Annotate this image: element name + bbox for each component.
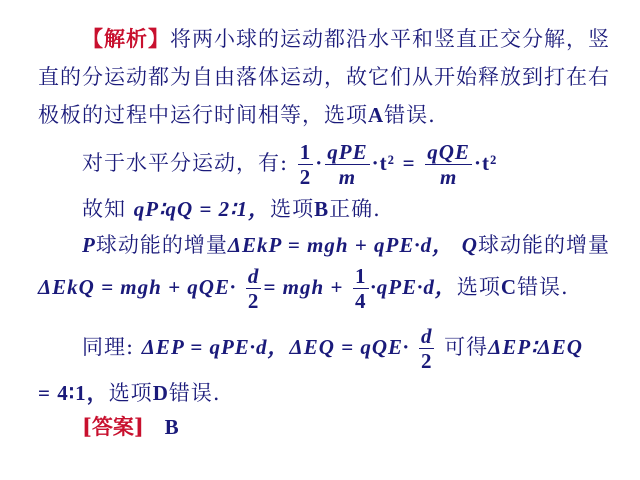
fraction-qqe-m: [425, 140, 472, 189]
kinetic-line-1: [82, 232, 610, 258]
similarly-lead: 同理:: [82, 335, 135, 359]
fraction-qpe-m: [325, 140, 369, 189]
final-ratio-expression: = 4∶1，: [38, 381, 109, 405]
similarly-line: [82, 322, 583, 373]
fraction-numerator: d: [420, 324, 433, 348]
fraction-denominator: 2: [247, 289, 260, 313]
option-b-letter: B: [314, 197, 330, 221]
answer-label: [答案]: [82, 414, 144, 439]
similarly-obtain-text: 可得: [444, 335, 489, 359]
fraction-denominator: m: [338, 165, 357, 189]
fraction-one-half: [298, 140, 314, 189]
ratio-option-text: 选项: [270, 197, 315, 221]
ball-q-text: 球动能的增量: [477, 233, 610, 257]
ratio-line: [82, 196, 381, 222]
fraction-denominator: m: [439, 165, 458, 189]
answer-value: B: [164, 415, 179, 439]
fraction-numerator: 1: [355, 264, 367, 288]
analysis-line-1: [82, 26, 610, 52]
ratio-correct-text: 正确.: [329, 197, 381, 221]
analysis-text-3: 极板的过程中运行时间相等，选项: [38, 103, 368, 127]
fraction-denominator: 4: [355, 289, 367, 313]
fraction-numerator: qQE: [427, 140, 470, 164]
fraction-d-2-second: [419, 324, 435, 373]
option-d-letter: D: [152, 381, 169, 405]
kinetic-wrong-text: 错误.: [517, 275, 569, 299]
delta-ekq-expression: ΔEkQ = mgh + qQE·: [38, 275, 237, 299]
delta-ep-ratio: ΔEP∶ΔEQ: [488, 335, 583, 359]
charge-ratio-expression: qP∶qQ = 2∶1，: [133, 197, 271, 221]
analysis-label: 【解析】: [82, 26, 170, 51]
fraction-one-quarter: [353, 264, 369, 313]
horizontal-lead: 对于水平分运动，有:: [82, 151, 289, 175]
option-a-letter: A: [368, 103, 385, 127]
ball-q-letter: Q: [461, 233, 478, 257]
ball-p-letter: P: [82, 233, 96, 257]
mgh-plus: = mgh +: [263, 275, 344, 299]
analysis-text-1: 将两小球的运动都沿水平和竖直正交分解，竖: [170, 27, 610, 51]
analysis-text-2: 直的分运动都为自由落体运动，故它们从开始释放到打在右: [38, 65, 610, 89]
final-ratio-line: [38, 380, 221, 406]
fraction-numerator: qPE: [327, 140, 368, 164]
fraction-numerator: 1: [299, 140, 312, 164]
t-squared: ·t²: [473, 151, 498, 175]
fraction-denominator: 2: [420, 349, 433, 373]
qpe-d-term: ·qPE·d，: [370, 275, 457, 299]
ratio-lead: 故知: [82, 197, 126, 221]
ball-p-text: 球动能的增量: [95, 233, 228, 257]
fraction-denominator: 2: [299, 165, 312, 189]
t-squared: ·t²: [371, 151, 395, 175]
analysis-text-3-end: 错误.: [384, 103, 436, 127]
analysis-line-2: [38, 64, 610, 90]
fraction-numerator: d: [247, 264, 260, 288]
horizontal-equation-line: 对于水平分运动，有: $\frac{1}{2}$ · $\frac{\text{qPE}}{m}$ ·t² = $\frac{\text{qQE}}{m}$ ·t²: [82, 140, 498, 189]
kinetic-line-2: [38, 262, 569, 313]
analysis-line-3: [38, 102, 436, 128]
delta-ep-eq-expression: ΔEP = qPE·d，ΔEQ = qQE·: [141, 335, 410, 359]
fraction-d-2: [246, 264, 262, 313]
delta-ekp-expression: ΔEkP = mgh + qPE·d，: [227, 233, 455, 257]
equals-sign: =: [402, 151, 416, 175]
kinetic-option-text: 选项: [456, 275, 501, 299]
answer-line: [82, 414, 179, 440]
final-option-text: 选项: [108, 381, 153, 405]
option-c-letter: C: [500, 275, 518, 299]
final-wrong-text: 错误.: [168, 381, 221, 405]
